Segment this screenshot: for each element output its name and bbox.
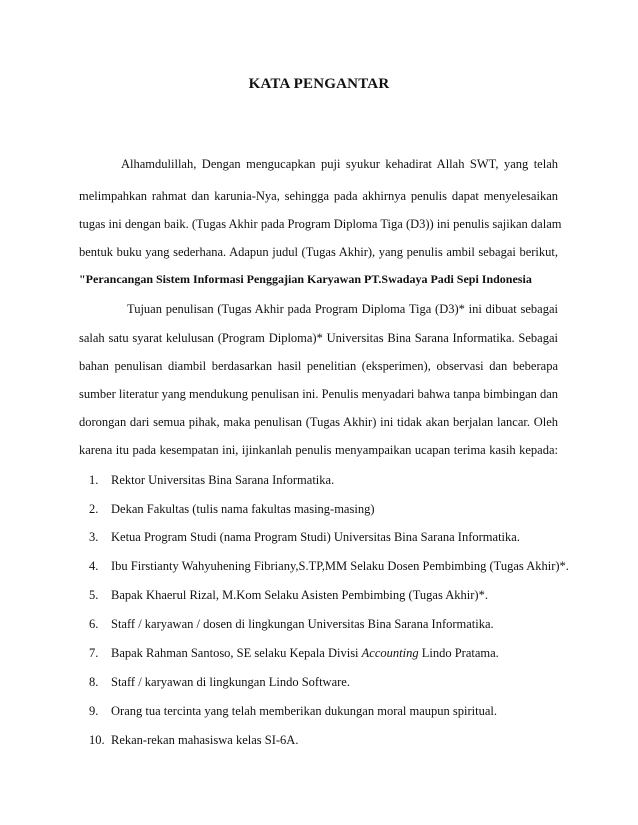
list-item (89, 645, 499, 661)
project-title: "Perancangan Sistem Informasi Penggajian Karyawan PT.Swadaya Padi Sepi Indonesia (79, 272, 532, 286)
list-item (89, 529, 520, 545)
list-item (89, 558, 569, 574)
list-text-after: Lindo Pratama. (418, 646, 499, 660)
list-item (89, 616, 494, 632)
list-text: Orang tua tercinta yang telah memberikan dukungan moral maupun spiritual. (111, 704, 497, 718)
list-number: 5. (89, 588, 99, 602)
list-number: 2. (89, 502, 99, 516)
list-number: 9. (89, 704, 99, 718)
list-item (89, 472, 334, 488)
paragraph2-line-4: sumber literatur yang mendukung penulisan ini. Penulis menyadari bahwa tanpa bimbingan dan (79, 387, 559, 401)
list-number: 4. (89, 559, 99, 573)
paragraph1-line-3: tugas ini dengan baik. (Tugas Akhir pada Program Diploma Tiga (D3)) ini penulis sajikan dalam (79, 217, 562, 231)
list-number: 6. (89, 617, 99, 631)
list-item (89, 703, 497, 719)
paragraph2-line-2: salah satu syarat kelulusan (Program Diploma)* Universitas Bina Sarana Informatika. Sebagai (79, 331, 558, 345)
list-text: Ketua Program Studi (nama Program Studi) Universitas Bina Sarana Informatika. (111, 530, 520, 544)
list-item (89, 732, 298, 748)
list-text: Rektor Universitas Bina Sarana Informatika. (111, 473, 335, 487)
paragraph2-line-6: karena itu pada kesempatan ini, ijinkanlah penulis menyampaikan ucapan terima kasih kepada: (79, 443, 558, 457)
list-text-before: Bapak Rahman Santoso, SE selaku Kepala Divisi (111, 646, 362, 660)
paragraph1-line-2: melimpahkan rahmat dan karunia-Nya, sehingga pada akhirnya penulis dapat menyelesaikan (79, 189, 558, 203)
paragraph2-line-3: bahan penulisan diambil berdasarkan hasil penelitian (eksperimen), observasi dan beberapa (79, 359, 558, 373)
list-number: 7. (89, 646, 99, 660)
list-text: Bapak Khaerul Rizal, M.Kom Selaku Asisten Pembimbing (Tugas Akhir)*. (111, 588, 488, 602)
list-text-italic: Accounting (361, 646, 419, 660)
list-text (111, 646, 499, 660)
list-text: Ibu Firstianty Wahyuhening Fibriany,S.TP,MM Selaku Dosen Pembimbing (Tugas Akhir)*. (111, 559, 569, 573)
list-text: Dekan Fakultas (tulis nama fakultas masing-masing) (111, 502, 375, 516)
list-number: 8. (89, 675, 99, 689)
list-number: 3. (89, 530, 99, 544)
paragraph2-line-1: Tujuan penulisan (Tugas Akhir pada Program Diploma Tiga (D3)* ini dibuat sebagai (127, 302, 558, 316)
list-item (89, 501, 374, 517)
paragraph1-line-1: Alhamdulillah, Dengan mengucapkan puji syukur kehadirat Allah SWT, yang telah (121, 157, 558, 171)
list-number: 10. (89, 733, 105, 747)
list-number: 1. (89, 473, 99, 487)
page-title: KATA PENGANTAR (248, 76, 390, 92)
list-text: Staff / karyawan di lingkungan Lindo Software. (111, 675, 350, 689)
list-item (89, 587, 488, 603)
list-text: Rekan-rekan mahasiswa kelas SI-6A. (111, 733, 299, 747)
paragraph1-line-4: bentuk buku yang sederhana. Adapun judul (Tugas Akhir), yang penulis ambil sebagai berikut, (79, 245, 558, 259)
list-item (89, 674, 350, 690)
paragraph2-line-5: dorongan dari semua pihak, maka penulisan (Tugas Akhir) ini tidak akan berjalan lancar. Oleh (79, 415, 558, 429)
list-text: Staff / karyawan / dosen di lingkungan Universitas Bina Sarana Informatika. (111, 617, 494, 631)
